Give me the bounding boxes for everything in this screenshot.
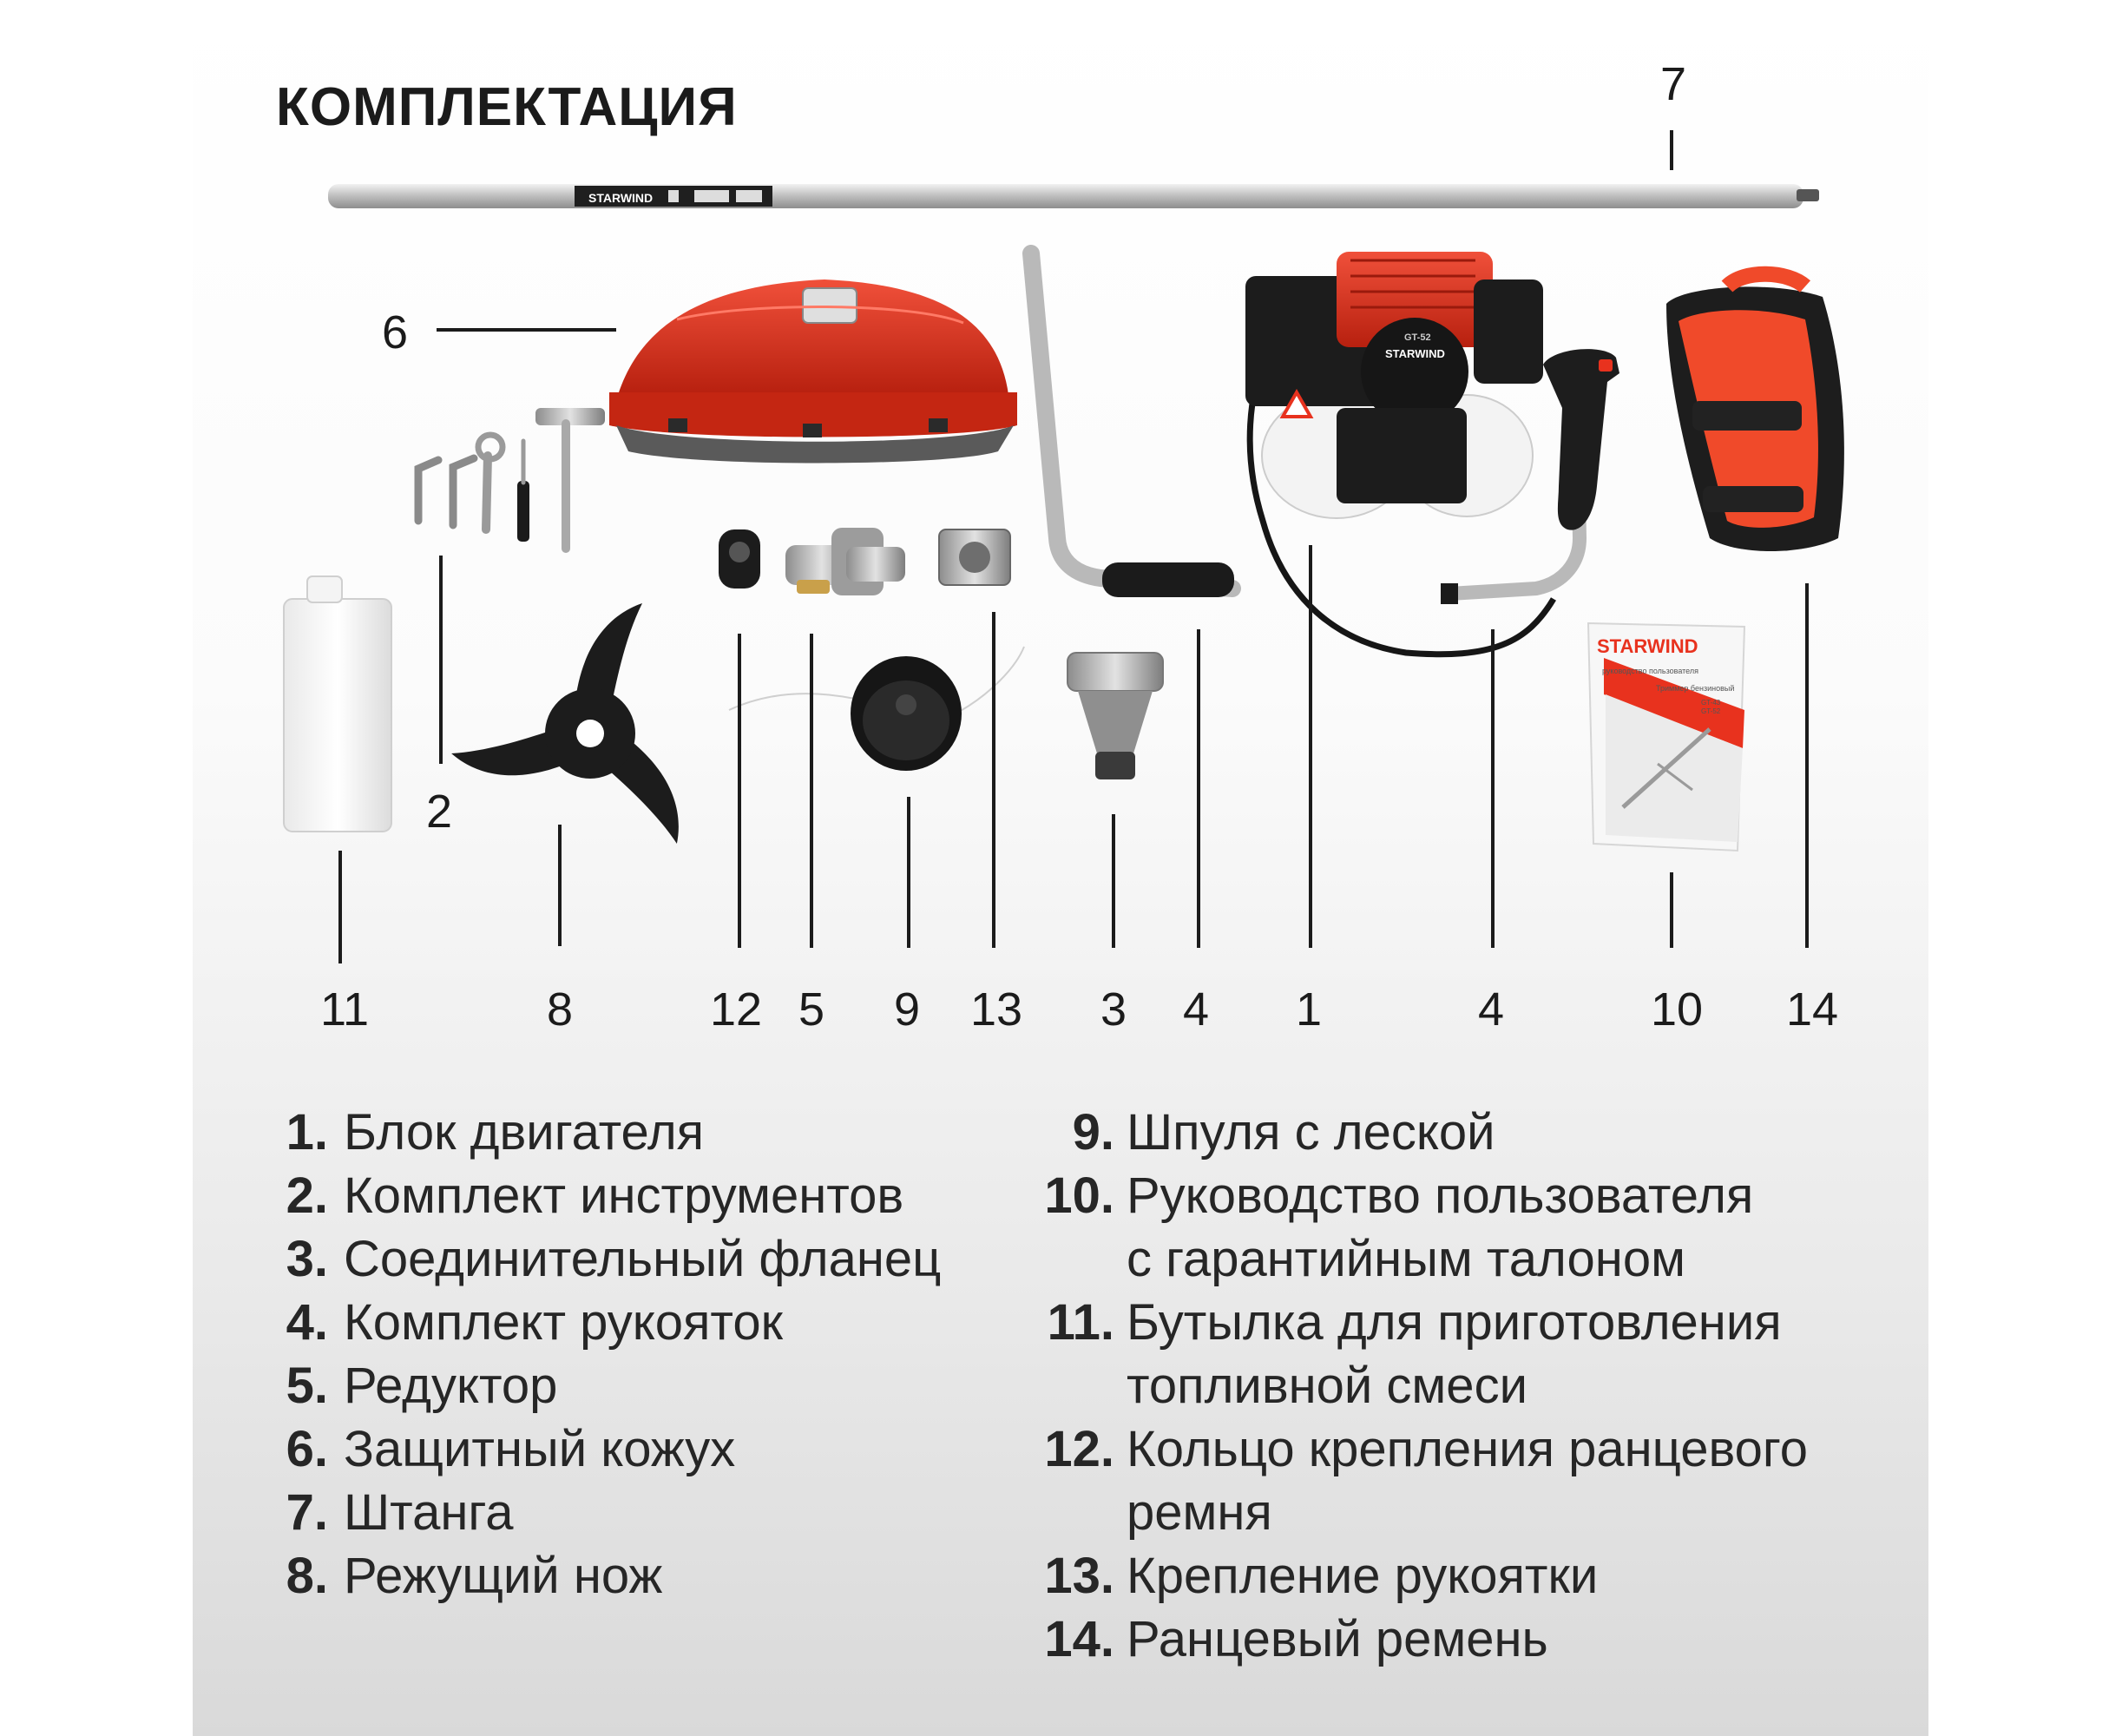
pole-brand: STARWIND (588, 191, 654, 205)
legend-text: Защитный кожух (344, 1421, 736, 1477)
legend-num: 11. (1047, 1294, 1114, 1351)
callout-10: 10 (1650, 983, 1704, 1036)
callout-2: 2 (425, 786, 453, 838)
manual-product: Триммер бензиновый (1656, 684, 1735, 693)
legend-num: 14. (1044, 1611, 1114, 1667)
legend-text: Руководство пользователя (1127, 1167, 1754, 1224)
legend-num: 8. (286, 1548, 328, 1604)
legend-item (278, 1101, 941, 1164)
handle-mount (939, 529, 1010, 585)
fuel-mixing-bottle (284, 576, 391, 832)
callout-4a: 4 (1182, 983, 1210, 1036)
callout-4b: 4 (1477, 983, 1505, 1036)
legend-item (1033, 1164, 1808, 1227)
callout-6: 6 (381, 306, 409, 358)
callout-14: 14 (1785, 983, 1839, 1036)
legend-text: топливной смеси (1127, 1358, 1527, 1414)
legend-text: Режущий нож (344, 1548, 663, 1604)
legend-item (1033, 1291, 1808, 1354)
legend-item (278, 1544, 941, 1608)
legend-num: 7. (286, 1484, 328, 1541)
legend-item (278, 1354, 941, 1417)
legend-num: 6. (286, 1421, 328, 1477)
trimmer-head (729, 647, 1024, 771)
handle-bar (1031, 253, 1234, 597)
callout-3: 3 (1100, 983, 1127, 1036)
legend-text: ремня (1127, 1484, 1272, 1541)
callout-5: 5 (798, 983, 825, 1036)
manual-model-2: GT-52 (1701, 707, 1721, 715)
legend-item (278, 1291, 941, 1354)
legend-text: Штанга (344, 1484, 514, 1541)
strap-ring (719, 529, 760, 589)
connection-flange (1068, 653, 1163, 779)
backpack-strap (1666, 274, 1844, 551)
legend-item (1033, 1227, 1808, 1291)
legend-text: с гарантийным талоном (1127, 1231, 1685, 1287)
legend-item (1033, 1544, 1808, 1608)
callout-11: 11 (319, 983, 370, 1036)
legend-item (278, 1481, 941, 1544)
legend-item (1033, 1354, 1808, 1417)
legend-text: Шпуля с леской (1127, 1104, 1495, 1161)
legend-item (1033, 1481, 1808, 1544)
tool-kit (418, 408, 605, 549)
legend-right (1033, 1101, 1808, 1671)
legend-num: 10. (1044, 1167, 1114, 1224)
manual-model-1: GT-43 (1701, 699, 1721, 707)
protective-guard (609, 279, 1017, 464)
page-title: КОМПЛЕКТАЦИЯ (276, 77, 738, 137)
legend-num: 3. (286, 1231, 328, 1287)
legend-num: 9. (1072, 1104, 1114, 1161)
callout-12: 12 (709, 983, 763, 1036)
legend-left (278, 1101, 941, 1608)
manual-brand: STARWIND (1597, 635, 1698, 657)
shaft-pole (328, 184, 1819, 208)
legend-text: Редуктор (344, 1358, 558, 1414)
legend-num: 1. (286, 1104, 328, 1161)
legend-text: Комплект инструментов (344, 1167, 904, 1224)
legend-text: Ранцевый ремень (1127, 1611, 1548, 1667)
engine-brand: STARWIND (1385, 347, 1445, 360)
user-manual (1588, 623, 1744, 851)
legend-item (278, 1164, 941, 1227)
legend-item (1033, 1101, 1808, 1164)
manual-subtitle: руководство пользователя (1602, 667, 1698, 675)
legend-num: 5. (286, 1358, 328, 1414)
legend-text: Крепление рукоятки (1127, 1548, 1599, 1604)
legend-num: 2. (286, 1167, 328, 1224)
legend-num: 4. (286, 1294, 328, 1351)
callout-8: 8 (546, 983, 574, 1036)
callout-7: 7 (1659, 58, 1687, 110)
callout-1: 1 (1295, 983, 1323, 1036)
engine-model: GT-52 (1404, 332, 1431, 343)
callout-9: 9 (893, 983, 921, 1036)
legend-num: 13. (1044, 1548, 1114, 1604)
legend-num: 12. (1044, 1421, 1114, 1477)
legend-text: Бутылка для приготовления (1127, 1294, 1782, 1351)
gearbox (785, 528, 905, 595)
legend-text: Кольцо крепления ранцевого (1127, 1421, 1809, 1477)
legend-item (278, 1227, 941, 1291)
legend-item (1033, 1608, 1808, 1671)
legend-item (278, 1417, 941, 1481)
legend-text: Комплект рукояток (344, 1294, 783, 1351)
legend-text: Блок двигателя (344, 1104, 705, 1161)
cutting-blade (451, 603, 711, 844)
legend-item (1033, 1417, 1808, 1481)
legend-text: Соединительный фланец (344, 1231, 942, 1287)
callout-13: 13 (969, 983, 1023, 1036)
